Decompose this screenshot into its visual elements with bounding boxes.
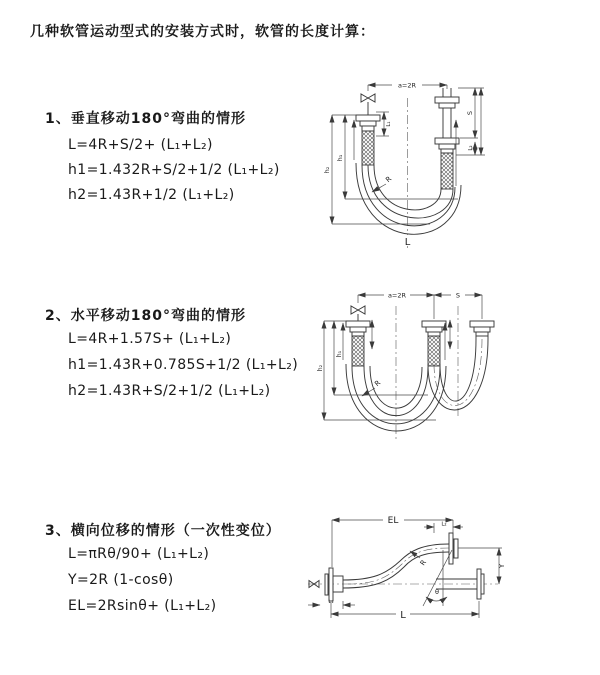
flange [439, 144, 455, 149]
section-2-heading: 2、水平移动180°弯曲的情形 [45, 308, 246, 324]
flange [329, 568, 333, 601]
dim-label-l1: L₁ [328, 599, 334, 605]
dim-label-l2: L₂ [468, 145, 474, 151]
flange [325, 574, 328, 595]
valve-icon [351, 306, 365, 321]
diagram-vertical-180-svg [310, 68, 595, 263]
formula-line: L=πRθ/90+ (L₁+L₂) [68, 546, 210, 562]
diagram-horizontal-180-svg [310, 282, 600, 458]
theta-label: θ [435, 588, 439, 596]
flange [360, 121, 376, 126]
braided-hose-section [362, 131, 374, 165]
valve-icon [361, 94, 375, 115]
dimension-lines [332, 516, 453, 567]
flange [474, 327, 490, 332]
length-label: L [400, 610, 406, 621]
formula-line: L=4R+1.57S+ (L₁+L₂) [68, 331, 232, 347]
flange [346, 321, 370, 327]
dim-label-l1: L₁ [386, 121, 392, 127]
formula-line: h2=1.43R+1/2 (L₁+L₂) [68, 187, 235, 203]
flange [426, 327, 442, 332]
dimension-lines [317, 321, 436, 420]
dimension-lines [323, 115, 458, 224]
dimension-lines [424, 522, 463, 534]
dim-label-l2: L₂ [441, 521, 447, 528]
formula-line: h2=1.43R+S/2+1/2 (L₁+L₂) [68, 383, 271, 399]
el-label: EL [387, 516, 399, 526]
dim-label-h1: h₁ [336, 154, 344, 162]
right-pipe [435, 88, 459, 189]
dim-label-a2r: a=2R [387, 291, 407, 300]
formula-line: h1=1.43R+0.785S+1/2 (L₁+L₂) [68, 357, 299, 373]
flange [441, 149, 453, 153]
dimension-lines [331, 601, 479, 621]
length-label: L [404, 237, 411, 248]
flange [356, 115, 380, 121]
dimension-lines [358, 292, 482, 320]
angle-construction [423, 550, 452, 606]
dimension-lines [456, 88, 485, 155]
radius-label: R [384, 174, 394, 185]
flange [477, 569, 481, 599]
radius-label: R [418, 558, 429, 568]
flange [350, 327, 366, 332]
dim-label-s: S [466, 110, 474, 116]
pipe-flanges [346, 321, 494, 366]
braided-hose-section [441, 153, 453, 189]
formula-line: Y=2R (1-cosθ) [68, 572, 174, 588]
flange [362, 126, 374, 131]
flange [352, 332, 364, 336]
section-3-heading: 3、横向位移的情形（一次性变位） [45, 523, 281, 539]
braided-hose-section [428, 336, 440, 366]
dimension-lines [308, 599, 355, 609]
formula-line: L=4R+S/2+ (L₁+L₂) [68, 137, 213, 153]
braided-hose-section [352, 336, 364, 366]
document-title: 几种软管运动型式的安装方式时，软管的长度计算： [30, 24, 375, 40]
formula-line: h1=1.432R+S/2+1/2 (L₁+L₂) [68, 162, 280, 178]
diagram-lateral-svg [298, 506, 600, 648]
section-1-heading: 1、垂直移动180°弯曲的情形 [45, 111, 246, 127]
dim-label-s: S [455, 291, 461, 300]
dim-label-h1: h₁ [336, 350, 343, 358]
radius-label: R [373, 378, 383, 389]
formula-line: EL=2Rsinθ+ (L₁+L₂) [68, 598, 217, 614]
flange [439, 103, 455, 108]
dim-label-a2r: a=2R [397, 81, 417, 90]
flange [470, 321, 494, 327]
dim-label-h2: h₂ [323, 166, 331, 174]
flange [454, 539, 458, 558]
flange [428, 332, 440, 336]
flange [476, 332, 488, 336]
hose-curve [343, 544, 449, 588]
flange [481, 574, 484, 594]
dim-label-h2: h₂ [317, 364, 324, 372]
dimension-lines [368, 82, 447, 92]
flange [449, 533, 453, 564]
flange [422, 321, 446, 327]
flange [435, 138, 459, 144]
y-label: Y [498, 563, 506, 569]
flange [435, 97, 459, 103]
